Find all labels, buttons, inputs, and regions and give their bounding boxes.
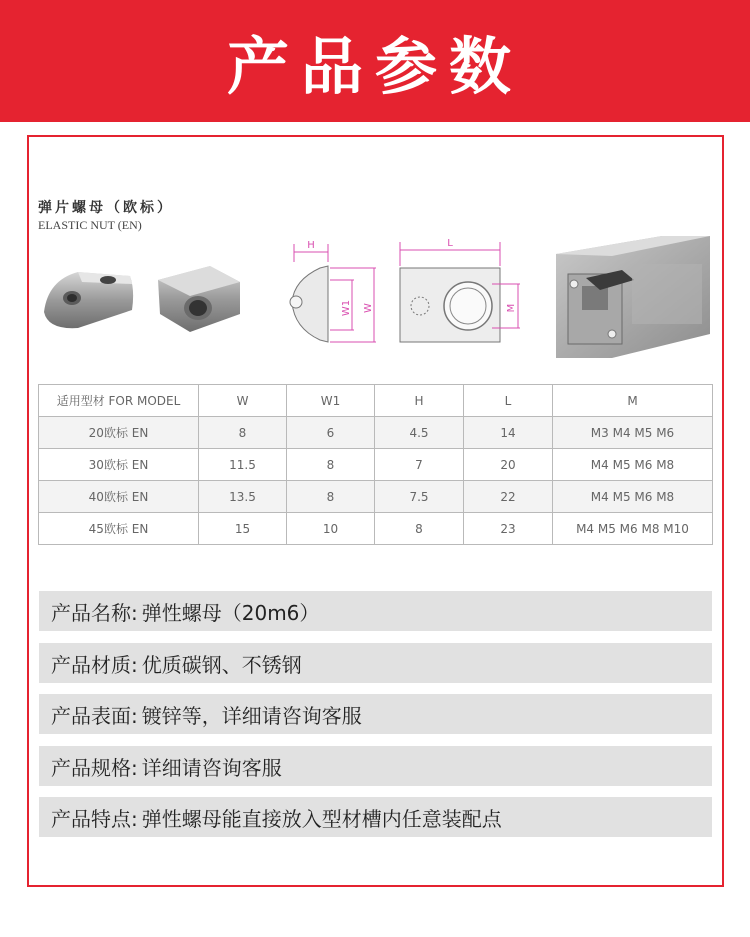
table-cell: 8	[287, 449, 375, 481]
table-cell: 20欧标 EN	[39, 417, 199, 449]
table-row	[39, 513, 713, 545]
table-row	[39, 449, 713, 481]
info-value: 详细请咨询客服	[141, 755, 282, 780]
table-cell: 8	[375, 513, 464, 545]
table-cell: 8	[199, 417, 287, 449]
info-label: 产品特点:	[51, 806, 138, 831]
table-header-row	[39, 385, 713, 417]
profile-install-photo	[552, 234, 712, 360]
table-header-cell: M	[553, 385, 713, 417]
header-banner	[0, 0, 750, 122]
info-value: 弹性螺母（20m6）	[141, 600, 320, 625]
info-value: 弹性螺母能直接放入型材槽内任意装配点	[141, 806, 502, 831]
dim-label-w: W	[363, 303, 374, 313]
table-header-cell: W1	[287, 385, 375, 417]
table-cell: 45欧标 EN	[39, 513, 199, 545]
table-header-cell: L	[464, 385, 553, 417]
table-cell: 13.5	[199, 481, 287, 513]
table-cell: M4 M5 M6 M8	[553, 481, 713, 513]
table-cell: 7	[375, 449, 464, 481]
table-cell: 7.5	[375, 481, 464, 513]
top-view-diagram	[392, 232, 532, 352]
dim-label-w1: W1	[341, 299, 352, 317]
info-row-name	[39, 591, 712, 631]
table-row	[39, 481, 713, 513]
info-label: 产品材质:	[51, 652, 138, 677]
nut-photo-front	[38, 250, 138, 345]
table-cell: 15	[199, 513, 287, 545]
table-header-cell: 适用型材 FOR MODEL	[39, 385, 199, 417]
table-cell: 14	[464, 417, 553, 449]
table-cell: M4 M5 M6 M8	[553, 449, 713, 481]
info-label: 产品规格:	[51, 755, 138, 780]
info-value: 镀锌等，详细请咨询客服	[141, 703, 362, 728]
table-cell: 23	[464, 513, 553, 545]
table-cell: M3 M4 M5 M6	[553, 417, 713, 449]
product-name-en: ELASTIC NUT (EN)	[38, 218, 142, 232]
table-cell: 8	[287, 481, 375, 513]
table-row	[39, 417, 713, 449]
nut-photo-side	[150, 252, 250, 347]
dim-label-l: L	[447, 238, 453, 249]
info-row-surface	[39, 694, 712, 734]
table-cell: 11.5	[199, 449, 287, 481]
info-row-material	[39, 643, 712, 683]
table-cell: 20	[464, 449, 553, 481]
table-cell: 22	[464, 481, 553, 513]
table-cell: 40欧标 EN	[39, 481, 199, 513]
page-title: 产品参数	[226, 29, 523, 103]
table-cell: 6	[287, 417, 375, 449]
table-header-cell: W	[199, 385, 287, 417]
dim-label-m: M	[506, 303, 517, 313]
info-row-feature	[39, 797, 712, 837]
table-cell: 10	[287, 513, 375, 545]
table-cell: 30欧标 EN	[39, 449, 199, 481]
info-value: 优质碳钢、不锈钢	[141, 652, 302, 677]
spec-table	[38, 384, 713, 545]
table-cell: M4 M5 M6 M8 M10	[553, 513, 713, 545]
info-row-spec	[39, 746, 712, 786]
dim-label-h: H	[307, 240, 315, 251]
info-label: 产品名称:	[51, 600, 138, 625]
info-label: 产品表面:	[51, 703, 138, 728]
product-name-cn: 弹片螺母（欧标）	[38, 200, 174, 216]
table-cell: 4.5	[375, 417, 464, 449]
table-header-cell: H	[375, 385, 464, 417]
side-profile-diagram	[280, 232, 380, 352]
